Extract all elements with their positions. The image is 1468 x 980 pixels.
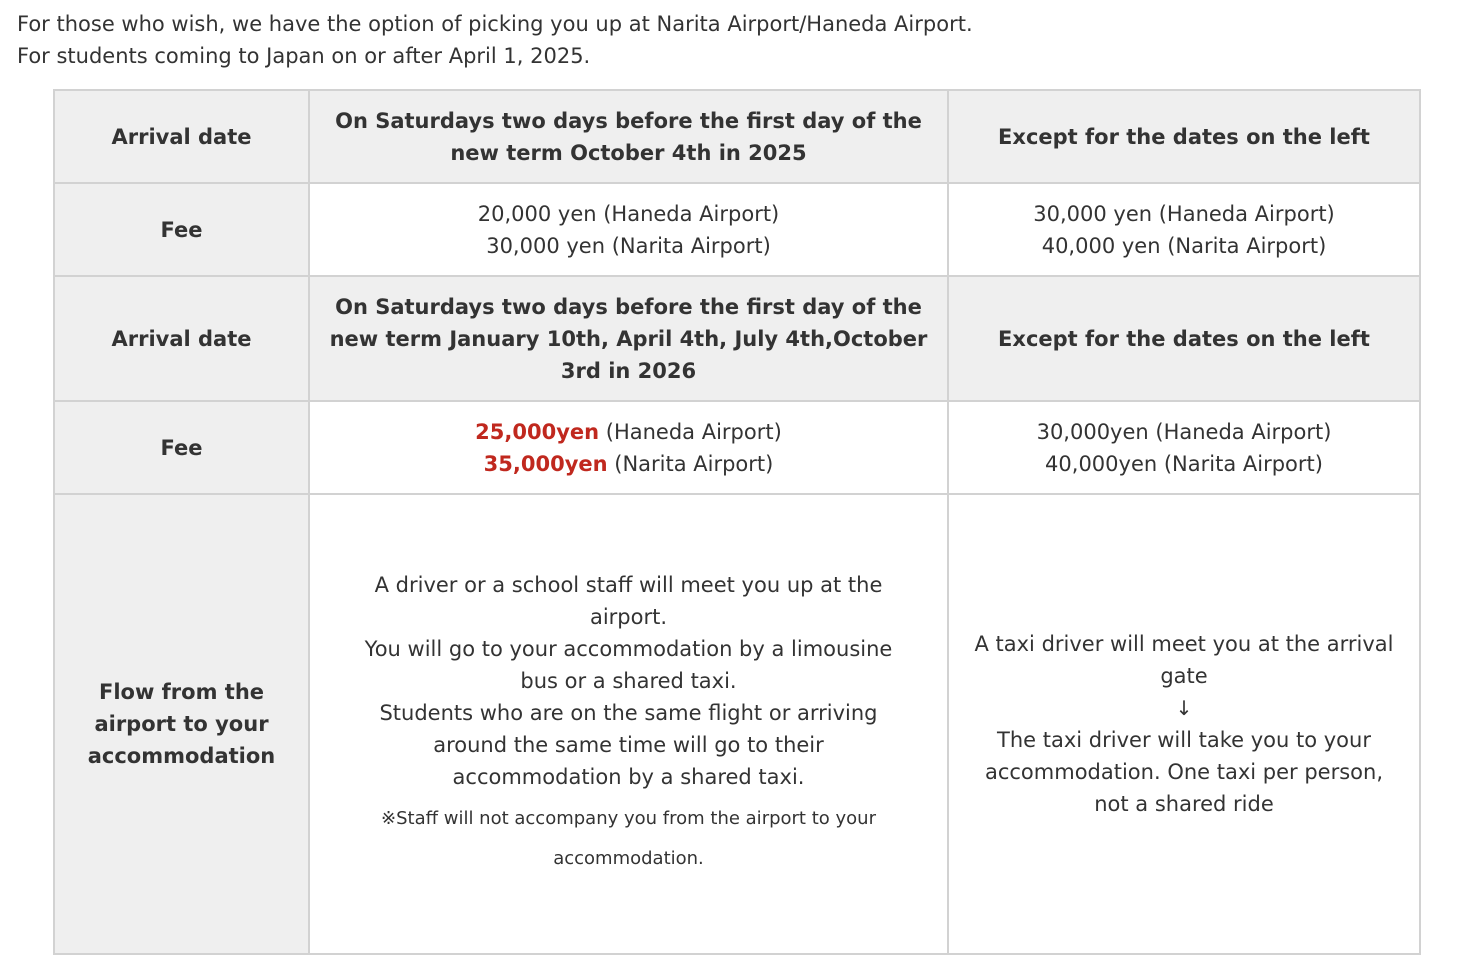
cell-line: A taxi driver will meet you at the arrival <box>974 632 1394 656</box>
cell-line: You will go to your accommodation by a limousine <box>364 637 893 661</box>
intro-line-1: For those who wish, we have the option of picking you up at Narita Airport/Haneda Airport. <box>17 12 973 36</box>
cell-line: bus or a shared taxi. <box>520 669 737 693</box>
intro-text <box>17 8 973 72</box>
table-row <box>54 183 1420 276</box>
cell-line: 40,000yen (Narita Airport) <box>1045 451 1323 476</box>
airport-narita: (Narita Airport) <box>607 451 774 476</box>
cell-text: Arrival date <box>111 124 252 149</box>
row-label-arrival-date <box>54 276 309 401</box>
table-row <box>54 401 1420 494</box>
row-label-flow <box>54 494 309 954</box>
row-label-arrival-date <box>54 90 309 183</box>
cell-text: Except for the dates on the left <box>998 124 1370 149</box>
other-dates-cell <box>948 276 1420 401</box>
cell-line: The taxi driver will take you to your <box>997 728 1371 752</box>
cell-line: 3rd in 2026 <box>560 358 697 383</box>
cell-line: accommodation by a shared taxi. <box>452 765 805 789</box>
fee-2026-cell <box>309 401 948 494</box>
cell-line <box>316 448 941 480</box>
cell-line: On Saturdays two days before the first day of the <box>335 294 922 319</box>
staff-note <box>316 799 941 879</box>
price-narita: 35,000yen <box>483 451 608 476</box>
arrival-date-2025-cell <box>309 90 948 183</box>
cell-line: 30,000 yen (Narita Airport) <box>486 233 771 258</box>
airport-pickup-table <box>53 89 1421 955</box>
cell-line: 40,000 yen (Narita Airport) <box>1041 233 1327 258</box>
cell-line: A driver or a school staff will meet you up at the <box>374 573 883 597</box>
cell-text: Except for the dates on the left <box>998 326 1370 351</box>
fee-other-2026-cell <box>948 401 1420 494</box>
cell-line: Students who are on the same flight or arriving <box>379 701 878 725</box>
fee-2025-cell <box>309 183 948 276</box>
cell-line: not a shared ride <box>1094 792 1274 816</box>
cell-line: accommodation. One taxi per person, <box>984 760 1384 784</box>
cell-text: Fee <box>160 435 203 460</box>
table-row <box>54 494 1420 954</box>
cell-line: new term January 10th, April 4th, July 4th,October <box>329 326 928 351</box>
cell-line: 30,000 yen (Haneda Airport) <box>1033 201 1335 226</box>
intro-line-2: For students coming to Japan on or after April 1, 2025. <box>17 44 591 68</box>
cell-line: around the same time will go to their <box>433 733 824 757</box>
cell-text: Fee <box>160 217 203 242</box>
arrow-down-icon: ↓ <box>1175 696 1193 720</box>
other-dates-cell <box>948 90 1420 183</box>
row-label-fee <box>54 183 309 276</box>
arrival-date-2026-cell <box>309 276 948 401</box>
cell-line: 30,000yen (Haneda Airport) <box>1036 419 1332 444</box>
cell-line: On Saturdays two days before the first day of the <box>335 108 922 133</box>
cell-line: accommodation <box>87 744 276 768</box>
cell-line: airport. <box>589 605 668 629</box>
cell-line: airport to your <box>94 712 269 736</box>
cell-line: new term October 4th in 2025 <box>450 140 807 165</box>
note-line: ※Staff will not accompany you from the airport to your <box>381 808 876 829</box>
cell-line: gate <box>1160 664 1208 688</box>
airport-haneda: (Haneda Airport) <box>599 419 782 444</box>
table-row <box>54 276 1420 401</box>
price-haneda: 25,000yen <box>475 419 600 444</box>
cell-text: Arrival date <box>111 326 252 351</box>
table-row <box>54 90 1420 183</box>
flow-taxi-cell <box>948 494 1420 954</box>
cell-line <box>316 416 941 448</box>
note-line: accommodation. <box>553 848 704 869</box>
cell-line: 20,000 yen (Haneda Airport) <box>477 201 780 226</box>
row-label-fee <box>54 401 309 494</box>
cell-line: Flow from the <box>98 680 265 704</box>
fee-other-cell <box>948 183 1420 276</box>
flow-school-pickup-cell <box>309 494 948 954</box>
